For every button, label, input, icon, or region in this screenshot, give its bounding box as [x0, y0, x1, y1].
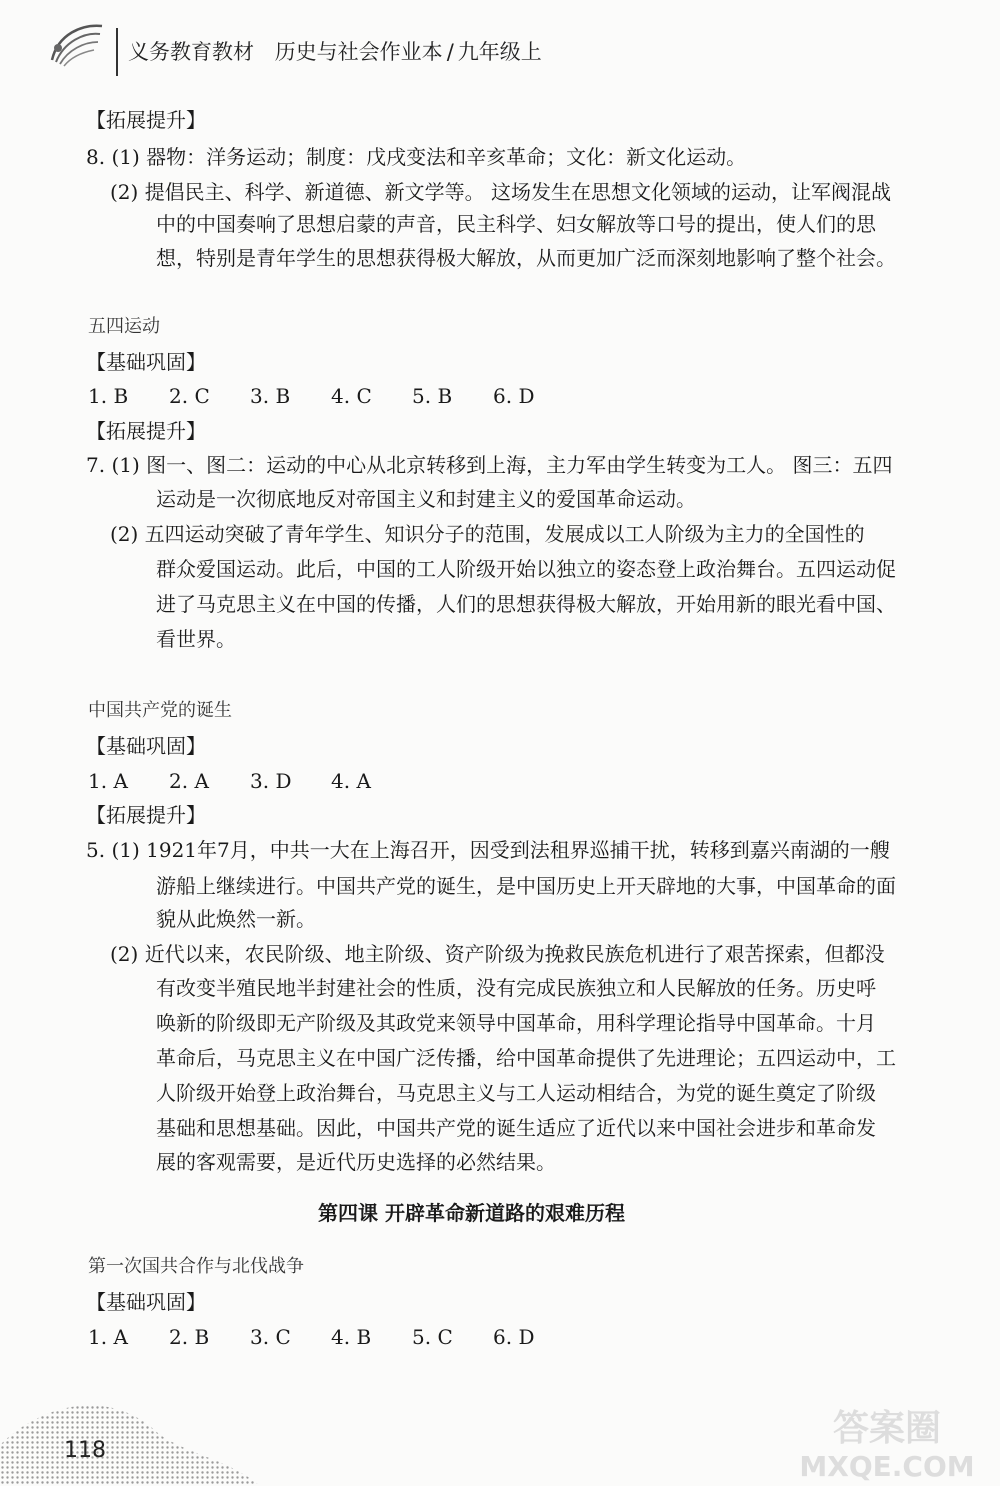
answer-item: 1. A	[88, 1325, 128, 1349]
page-corner-decoration	[0, 1385, 260, 1486]
answer-item: 2. B	[169, 1325, 210, 1349]
answer-line: (2) 近代以来，农民阶级、地主阶级、资产阶级为挽救民族危机进行了艰苦探索，但都没	[110, 942, 885, 966]
answer-line: 有改变半殖民地半封建社会的性质，没有完成民族独立和人民解放的任务。历史呼	[156, 976, 876, 1000]
answer-item: 2. A	[169, 769, 209, 793]
lesson-title: 第四课 开辟革命新道路的艰难历程	[318, 1201, 625, 1225]
answer-item: 4. A	[331, 769, 371, 793]
answer-line: 想，特别是青年学生的思想获得极大解放，从而更加广泛而深刻地影响了整个社会。	[156, 246, 896, 270]
section-heading: 【基础巩固】	[86, 350, 206, 374]
grade-label: 九年级上	[457, 40, 542, 64]
answer-line: 基础和思想基础。因此，中国共产党的诞生适应了近代以来中国社会进步和革命发	[156, 1116, 876, 1140]
answer-item: 4. C	[331, 384, 372, 408]
answer-item: 4. B	[331, 1325, 372, 1349]
answer-row	[88, 771, 412, 791]
series-name: 义务教育教材	[128, 40, 254, 64]
answer-line: 中的中国奏响了思想启蒙的声音，民主科学、妇女解放等口号的提出，使人们的思	[156, 212, 876, 236]
section-heading: 【拓展提升】	[86, 108, 206, 132]
answer-item: 3. C	[250, 1325, 291, 1349]
answer-item: 3. B	[250, 384, 291, 408]
topic-title: 五四运动	[88, 316, 160, 337]
answer-line: (2) 提倡民主、科学、新道德、新文学等。 这场发生在思想文化领域的运动，让军阀混战	[110, 180, 892, 204]
answer-line: 8. (1) 器物：洋务运动；制度：戊戌变法和辛亥革命；文化：新文化运动。	[86, 145, 747, 169]
answer-line: 游船上继续进行。中国共产党的诞生，是中国历史上开天辟地的大事，中国革命的面	[156, 874, 896, 898]
answer-line: 进了马克思主义在中国的传播，人们的思想获得极大解放，开始用新的眼光看中国、	[156, 592, 896, 616]
answer-row	[88, 386, 574, 406]
watermark-url: MXQE.COM	[799, 1450, 975, 1483]
answer-row	[88, 1327, 574, 1347]
answer-line: 看世界。	[156, 627, 236, 651]
page-header	[48, 18, 988, 73]
book-title: 历史与社会作业本	[274, 40, 443, 64]
answer-line: 5. (1) 1921年7月，中共一大在上海召开，因受到法租界巡捕干扰，转移到嘉兴南湖的一艘	[86, 838, 890, 862]
topic-title: 中国共产党的诞生	[88, 700, 232, 721]
section-heading: 【拓展提升】	[86, 419, 206, 443]
answer-item: 5. C	[412, 1325, 453, 1349]
answer-item: 1. A	[88, 769, 128, 793]
site-watermark-logo	[792, 1400, 982, 1484]
section-heading: 【基础巩固】	[86, 1290, 206, 1314]
answer-line: 展的客观需要，是近代历史选择的必然结果。	[156, 1150, 556, 1174]
answer-item: 2. C	[169, 384, 210, 408]
answer-line: 唤新的阶级即无产阶级及其政党来领导中国革命，用科学理论指导中国革命。十月	[156, 1011, 876, 1035]
topic-title: 第一次国共合作与北伐战争	[88, 1256, 304, 1277]
page-number: 118	[64, 1438, 106, 1463]
header-divider	[116, 28, 118, 76]
answer-line: 7. (1) 图一、图二：运动的中心从北京转移到上海，主力军由学生转变为工人。 图三：五四	[86, 453, 893, 477]
answer-item: 1. B	[88, 384, 129, 408]
answer-line: 群众爱国运动。此后，中国的工人阶级开始以独立的姿态登上政治舞台。五四运动促	[156, 557, 896, 581]
section-heading: 【基础巩固】	[86, 734, 206, 758]
answer-item: 6. D	[493, 384, 535, 408]
publisher-logo-icon	[48, 20, 106, 70]
watermark-text: 答案圈	[832, 1408, 942, 1449]
answer-line: 人阶级开始登上政治舞台，马克思主义与工人运动相结合，为党的诞生奠定了阶级	[156, 1081, 876, 1105]
answer-line: 运动是一次彻底地反对帝国主义和封建主义的爱国革命运动。	[156, 487, 696, 511]
answer-line: 革命后，马克思主义在中国广泛传播，给中国革命提供了先进理论；五四运动中，工	[156, 1046, 896, 1070]
section-heading: 【拓展提升】	[86, 803, 206, 827]
answer-item: 6. D	[493, 1325, 535, 1349]
answer-line: 貌从此焕然一新。	[156, 907, 316, 931]
answer-item: 5. B	[412, 384, 453, 408]
answer-line: (2) 五四运动突破了青年学生、知识分子的范围，发展成以工人阶级为主力的全国性的	[110, 522, 865, 546]
header-title: 义务教育教材 历史与社会作业本 / 九年级上	[128, 40, 542, 64]
answer-item: 3. D	[250, 769, 292, 793]
